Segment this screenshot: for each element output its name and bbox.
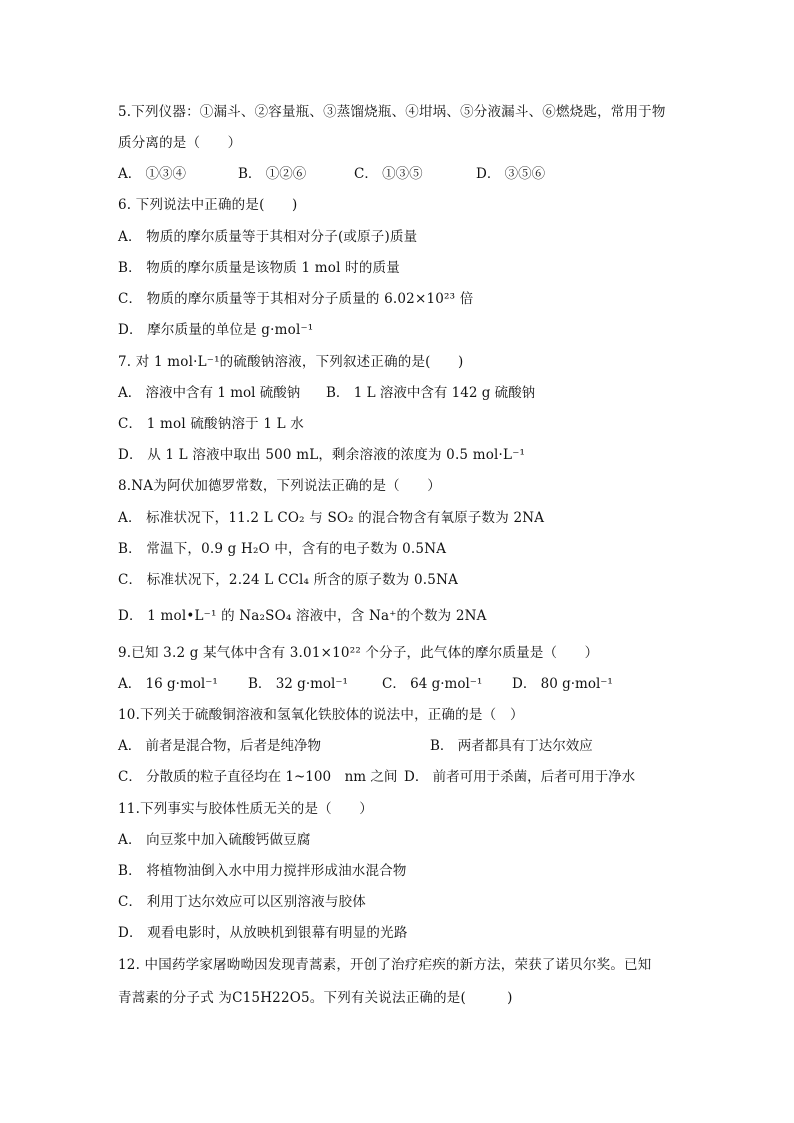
q11-option-c: C． 利用丁达尔效应可以区别溶液与胶体: [118, 894, 366, 910]
q11-option-d: D． 观看电影时，从放映机到银幕有明显的光路: [118, 925, 408, 941]
q5-option-b: B． ①②⑥: [238, 166, 307, 182]
q9-option-c: C． 64 g·mol⁻¹: [382, 676, 483, 692]
q10-option-b: B． 两者都具有丁达尔效应: [430, 738, 593, 754]
q7-option-b: B． 1 L 溶液中含有 142 g 硫酸钠: [326, 385, 536, 401]
q11-option-a: A． 向豆浆中加入硫酸钙做豆腐: [118, 832, 311, 848]
q6-stem: 6. 下列说法中正确的是( ): [118, 197, 298, 213]
q10-option-c: C． 分散质的粒子直径均在 1~100 nm 之间: [118, 769, 398, 785]
q8-stem: 8.NA为阿伏加德罗常数，下列说法正确的是（ ）: [118, 478, 441, 494]
q10-stem: 10.下列关于硫酸铜溶液和氢氧化铁胶体的说法中，正确的是（ ）: [118, 707, 524, 723]
q9-option-d: D． 80 g·mol⁻¹: [512, 676, 613, 692]
q10-option-a: A． 前者是混合物，后者是纯净物: [118, 738, 322, 754]
q7-option-a: A． 溶液中含有 1 mol 硫酸钠: [118, 385, 301, 401]
q12-stem-line1: 12. 中国药学家屠呦呦因发现青蒿素，开创了治疗疟疾的新方法，荣获了诺贝尔奖。已知: [118, 957, 652, 973]
q6-option-b: B． 物质的摩尔质量是该物质 1 mol 时的质量: [118, 260, 400, 276]
q8-option-b: B． 常温下，0.9 g H₂O 中，含有的电子数为 0.5NA: [118, 541, 447, 557]
q7-option-d: D． 从 1 L 溶液中取出 500 mL，剩余溶液的浓度为 0.5 mol·L⁻¹: [118, 447, 526, 463]
q10-option-d: D． 前者可用于杀菌，后者可用于净水: [404, 769, 636, 785]
q9-stem: 9.已知 3.2 g 某气体中含有 3.01×10²² 个分子，此气体的摩尔质量是（ ）: [118, 645, 599, 661]
q6-option-c: C． 物质的摩尔质量等于其相对分子质量的 6.02×10²³ 倍: [118, 291, 474, 307]
q6-option-d: D． 摩尔质量的单位是 g·mol⁻¹: [118, 322, 314, 338]
q5-stem-line1: 5.下列仪器：①漏斗、②容量瓶、③蒸馏烧瓶、④坩埚、⑤分液漏斗、⑥燃烧匙，常用于物: [118, 104, 666, 120]
q11-option-b: B． 将植物油倒入水中用力搅拌形成油水混合物: [118, 863, 407, 879]
q12-stem-line2: 青蒿素的分子式 为C15H22O5。下列有关说法正确的是( ): [118, 990, 513, 1006]
q8-option-d: D． 1 mol•L⁻¹ 的 Na₂SO₄ 溶液中，含 Na⁺的个数为 2NA: [118, 608, 487, 624]
q5-option-a: A． ①③④: [118, 166, 187, 182]
q6-option-a: A． 物质的摩尔质量等于其相对分子(或原子)质量: [118, 229, 418, 245]
q8-option-a: A． 标准状况下，11.2 L CO₂ 与 SO₂ 的混合物含有氧原子数为 2NA: [118, 510, 545, 526]
q8-option-c: C． 标准状况下，2.24 L CCl₄ 所含的原子数为 0.5NA: [118, 572, 459, 588]
q7-stem: 7. 对 1 mol·L⁻¹的硫酸钠溶液，下列叙述正确的是( ): [118, 354, 464, 370]
q11-stem: 11.下列事实与胶体性质无关的是（ ）: [118, 801, 373, 817]
q9-option-a: A． 16 g·mol⁻¹: [118, 676, 218, 692]
q5-option-d: D． ③⑤⑥: [476, 166, 546, 182]
q9-option-b: B． 32 g·mol⁻¹: [248, 676, 348, 692]
q7-option-c: C． 1 mol 硫酸钠溶于 1 L 水: [118, 416, 304, 432]
q5-stem-line2: 质分离的是（ ）: [118, 135, 242, 151]
q5-option-c: C． ①③⑤: [354, 166, 423, 182]
